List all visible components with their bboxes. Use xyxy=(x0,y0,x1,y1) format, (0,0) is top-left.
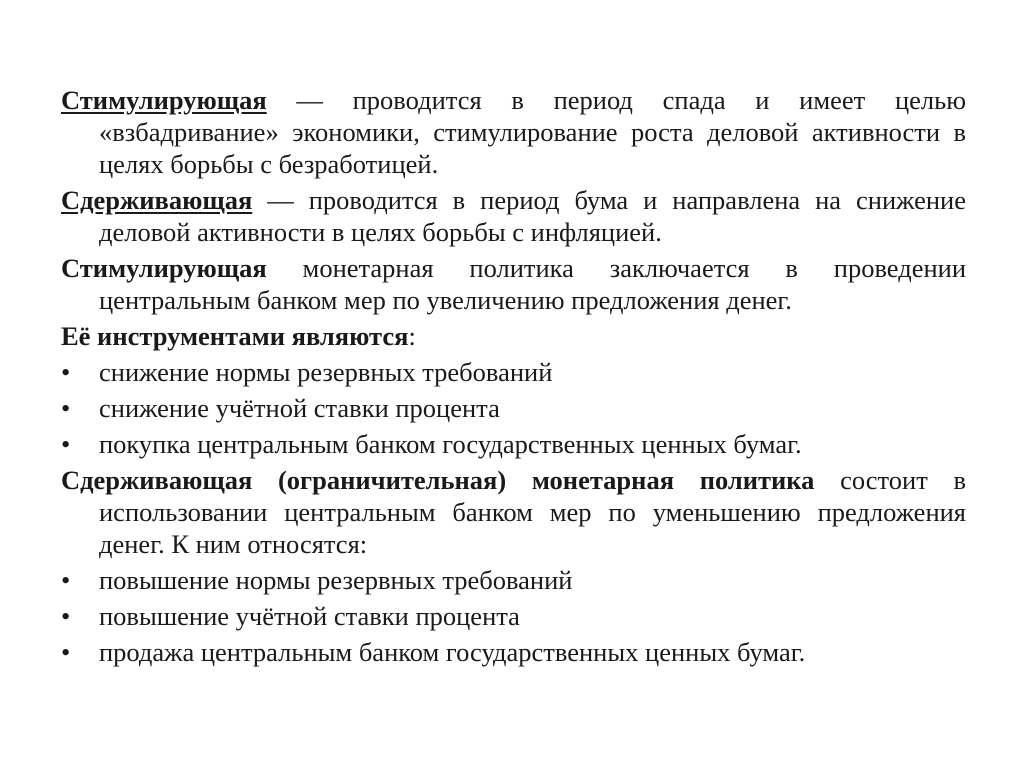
bullet-icon: • xyxy=(61,393,71,423)
list-item-text: повышение нормы резервных требований xyxy=(99,565,573,595)
list-item xyxy=(61,564,966,596)
list-item xyxy=(61,392,966,424)
term-restrictive: Сдерживающая xyxy=(61,185,253,215)
list-item xyxy=(61,636,966,668)
bullet-icon: • xyxy=(61,637,71,667)
paragraph-text: — проводится в период бума и направлена на снижение деловой активности в целях борьбы с инфляцией. xyxy=(99,185,966,247)
term-stimulating: Стимулирующая xyxy=(61,85,267,115)
bullet-icon: • xyxy=(61,565,71,595)
bullet-icon: • xyxy=(61,429,71,459)
paragraph-instruments-heading xyxy=(61,320,966,352)
restrictive-tools-list xyxy=(61,564,966,668)
list-item-text: снижение учётной ставки процента xyxy=(99,393,500,423)
list-item xyxy=(61,600,966,632)
paragraph-text: монетарная политика заключается в проведении центральным банком мер по увеличению предложения денег. xyxy=(99,253,966,315)
stimulating-tools-list xyxy=(61,356,966,460)
slide-content xyxy=(61,84,966,672)
paragraph-stimulating-monetary xyxy=(61,252,966,316)
term-stimulating-monetary: Стимулирующая xyxy=(61,253,267,283)
list-item-text: продажа центральным банком государственных ценных бумаг. xyxy=(99,637,806,667)
list-item xyxy=(61,428,966,460)
paragraph-restrictive-monetary xyxy=(61,464,966,560)
paragraph-text: : xyxy=(408,321,416,351)
term-instruments: Её инструментами являются xyxy=(61,321,409,351)
list-item-text: снижение нормы резервных требований xyxy=(99,357,553,387)
paragraph-text: — проводится в период спада и имеет целью «взбадривание» экономики, стимулирование роста деловой активности в целях борьбы с безработицей. xyxy=(99,85,966,179)
paragraph-stimulating-policy xyxy=(61,84,966,180)
term-restrictive-monetary: Сдерживающая (ограничительная) монетарная политика xyxy=(61,465,815,495)
bullet-icon: • xyxy=(61,357,71,387)
bullet-icon: • xyxy=(61,601,71,631)
paragraph-restrictive-policy xyxy=(61,184,966,248)
list-item xyxy=(61,356,966,388)
list-item-text: покупка центральным банком государственных ценных бумаг. xyxy=(99,429,802,459)
paragraph-text: состоит в использовании центральным банком мер по уменьшению предложения денег. К ним относятся: xyxy=(99,465,966,559)
list-item-text: повышение учётной ставки процента xyxy=(99,601,520,631)
